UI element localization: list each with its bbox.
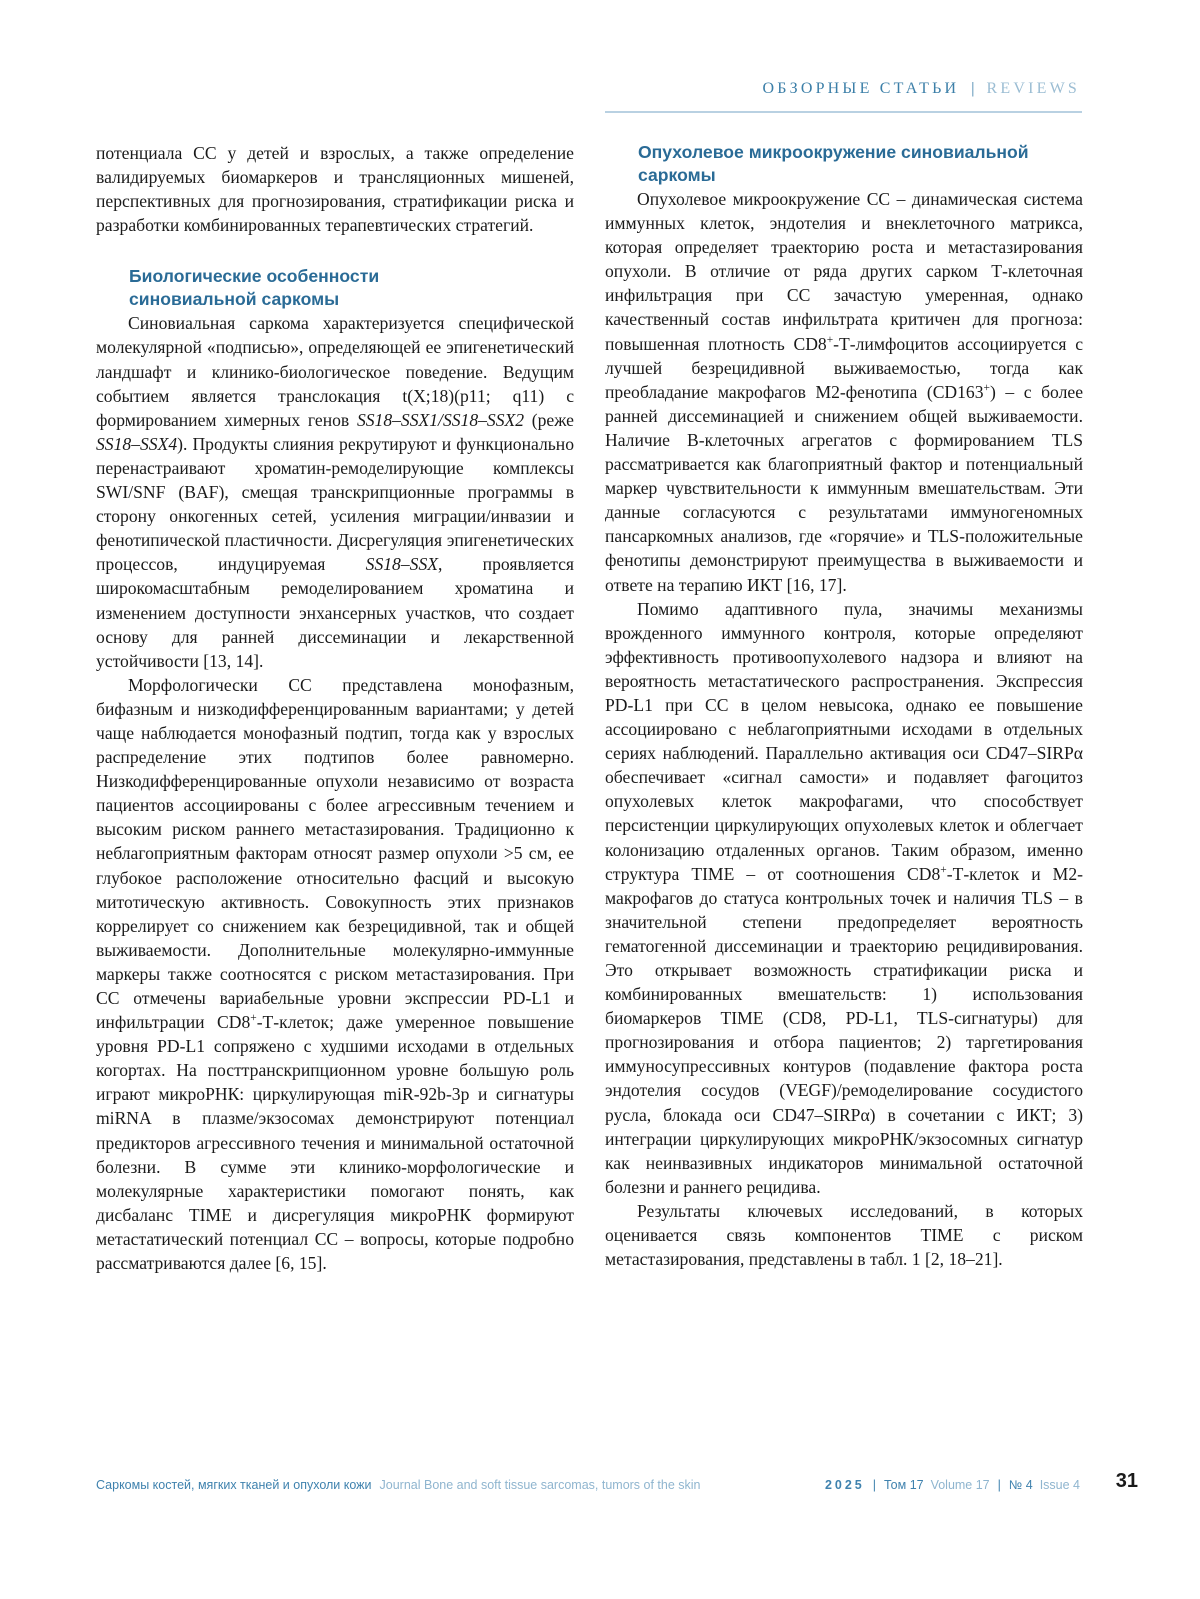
- page-number: 31: [1115, 1470, 1138, 1492]
- paragraph: потенциала СС у детей и взрослых, а также определение валидируемых биомаркеров и трансляционных мишеней, перспективных для прогнозирования, стратификации риска и разработки комбинированных терапевтических стратегий.: [96, 143, 574, 236]
- left-column: [96, 141, 574, 1275]
- section-title-en: REVIEWS: [986, 80, 1080, 97]
- paragraph: Результаты ключевых исследований, в которых оценивается связь компонентов TIME с риском метастазирования, представлены в табл. 1 [2, 18–21].: [605, 1200, 1083, 1270]
- year: 2025: [824, 1478, 865, 1492]
- header-separator: |: [971, 80, 975, 97]
- header-rule: [605, 111, 1082, 113]
- paragraph: Морфологически СС представлена монофазным, бифазным и низкодифференцированным вариантами; у детей чаще наблюдается монофазный подтип, тогда как у взрослых распределение этих подтипов более равномерно. Низкодифференцированные опухоли независимо от возраста пациентов ассоциированы с более агрессивным течением и высоким риском раннего метастазирования. Традиционно к неблагоприятным факторам относят размер опухоли >5 см, ее глубокое расположение относительно фасций и высокую митотическую активность. Совокупность этих признаков коррелирует со снижением как безрецидивной, так и общей выживаемости. Дополнительные молекулярно-иммунные маркеры также соотносятся с риском метастазирования. При СС отмечены вариабельные уровни экспрессии PD-L1 и инфильтрации CD8+-Т-клеток; даже умеренное повышение уровня PD-L1 сопряжено с худшими исходами в отдельных когортах. На посттранскрипционном уровне большую роль играют микроРНК: циркулирующая miR-92b-3p и сигнатуры miRNA в плазме/экзосомах демонстрируют потенциал предикторов агрессивного течения и минимальной остаточной болезни. В сумме эти клинико-морфологические и молекулярные характеристики помогают понять, как дисбаланс TIME и дисрегуляция микроРНК формируют метастатический потенциал СС – вопросы, которые подробно рассматриваются далее [6, 15].: [96, 674, 574, 1274]
- footer-issue-info: 2025 | Том 17 Volume 17 | № 4 Issue 4: [824, 1478, 1080, 1492]
- gene-name: SS18–SSX4: [96, 433, 178, 454]
- volume-ru: Том 17: [884, 1478, 924, 1492]
- issue-en: Issue 4: [1039, 1478, 1080, 1492]
- gene-name: SS18–SSX: [365, 554, 438, 575]
- volume-en: Volume 17: [930, 1478, 990, 1492]
- section-heading-biology: Биологические особенности синовиальной саркомы: [129, 266, 380, 310]
- section-heading-microenvironment: Опухолевое микроокружение синовиальной саркомы: [638, 142, 1029, 185]
- right-column: [605, 141, 1083, 1271]
- journal-title-en: Journal Bone and soft tissue sarcomas, tumors of the skin: [379, 1478, 701, 1492]
- section-title-ru: ОБЗОРНЫЕ СТАТЬИ: [762, 80, 960, 97]
- gene-name: SS18–SSX1/SS18–SSX2: [356, 409, 525, 430]
- paragraph: Опухолевое микроокружение СС – динамическая система иммунных клеток, эндотелия и внеклеточного матрикса, которая определяет траекторию роста и метастазирования опухоли. В отличие от ряда других сарком Т-клеточная инфильтрация при СС зачастую умеренная, однако качественный состав инфильтрата критичен для прогноза: повышенная плотность CD8+-Т-лимфоцитов ассоциируется с лучшей безрецидивной выживаемостью, тогда как преобладание макрофагов М2-фенотипа (CD163+) – с более ранней диссеминацией и снижением общей выживаемости. Наличие В-клеточных агрегатов с формированием TLS рассматривается как благоприятный фактор и потенциальный маркер чувствительности к иммунным вмешательствам. Эти данные согласуются с результатами иммуногеномных пансаркомных анализов, где «горячие» и TLS-положительные фенотипы демонстрируют преимущества в выживаемости и ответе на терапию ИКТ [16, 17].: [605, 189, 1084, 595]
- paragraph: Помимо адаптивного пула, значимы механизмы врожденного иммунного контроля, которые определяют эффективность противоопухолевого надзора и влияют на вероятность метастатического распространения. Экспрессия PD-L1 при СС в целом невысока, однако ее повышение ассоциировано с неблагоприятными исходами в отдельных сериях наблюдений. Параллельно активация оси CD47–SIRPα обеспечивает «сигнал самости» и подавляет фагоцитоз опухолевых клеток макрофагами, что способствует персистенции циркулирующих опухолевых клеток и облегчает колонизацию отдаленных органов. Таким образом, именно структура TIME – от соотношения CD8+-Т-клеток и М2-макрофагов до статуса контрольных точек и наличия TLS – в значительной степени предопределяет вероятность гематогенной диссеминации и траекторию рецидивирования. Это открывает возможность стратификации риска и комбинированных вмешательств: 1) использования биомаркеров TIME (CD8, PD-L1, TLS-сигнатуры) для прогнозирования и отбора пациентов; 2) таргетирования иммуносупрессивных контуров (подавление фактора роста эндотелия сосудов (VEGF)/ремоделирование сосудистого русла, блокада оси CD47–SIRPα) в сочетании с ИКТ; 3) интеграции циркулирующих микроРНК/экзосомных сигнатур как неинвазивных индикаторов минимальной остаточной болезни и раннего рецидива.: [605, 598, 1083, 1197]
- paragraph: Синовиальная саркома характеризуется специфической молекулярной «подписью», определяющей ее эпигенетический ландшафт и клинико-биологическое поведение. Ведущим событием является транслокация t(X;18)(p11; q11) с формированием химерных генов SS18–SSX1/SS18–SSX2 (реже SS18–SSX4). Продукты слияния рекрутируют и функционально перенастраивают хроматин-ремоделирующие комплексы SWI/SNF (BAF), смещая транскрипционные программы в сторону онкогенных сетей, усиления миграции/инвазии и фенотипической пластичности. Дисрегуляция эпигенетических процессов, индуцируемая SS18–SSX, проявляется широкомасштабным ремоделированием хроматина и изменением доступности энхансерных участков, что создает основу для ранней диссеминации и лекарственной устойчивости [13, 14].: [96, 313, 575, 671]
- running-header: [762, 80, 1080, 98]
- issue-ru: № 4: [1008, 1478, 1033, 1492]
- journal-title-ru: Саркомы костей, мягких тканей и опухоли кожи: [96, 1478, 372, 1492]
